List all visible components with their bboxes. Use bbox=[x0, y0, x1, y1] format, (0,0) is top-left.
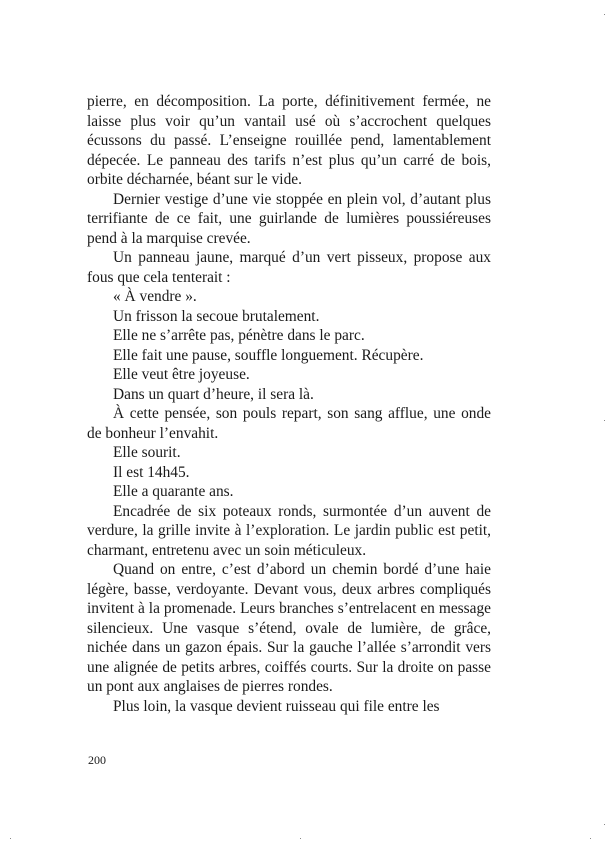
paragraph: Elle ne s’arrête pas, pénètre dans le parc. bbox=[113, 327, 365, 344]
paragraph: pierre, en décomposition. La porte, définitivement fermée, ne laisse plus voir qu’un vantail usé où s’accrochent quelques écussons du passé. L’enseigne rouillée pend, lamentablement dépecée. Le panneau des tarifs n’est plus qu’un carré de bois, orbite décharnée, béant sur le vide. bbox=[87, 93, 491, 188]
paragraph: Plus loin, la vasque devient ruisseau qui file entre les bbox=[113, 697, 440, 715]
paragraph: À cette pensée, son pouls repart, son sang afflue, une onde de bonheur l’envahit. bbox=[87, 405, 491, 442]
paragraph: Dernier vestige d’une vie stoppée en plein vol, d’autant plus terrifiante de ce fait, une guirlande de lumières poussiéreuses pend à la marquise crevée. bbox=[87, 190, 491, 247]
paragraph: Il est 14h45. bbox=[113, 463, 190, 481]
paragraph: Elle veut être joyeuse. bbox=[113, 366, 250, 383]
body-text bbox=[87, 92, 491, 716]
crop-mark bbox=[300, 838, 301, 839]
paragraph: « À vendre ». bbox=[113, 288, 197, 305]
crop-mark bbox=[590, 838, 591, 839]
crop-mark bbox=[604, 14, 605, 15]
crop-mark bbox=[10, 838, 11, 839]
paragraph: Elle a quarante ans. bbox=[113, 483, 234, 500]
paragraph: Un panneau jaune, marqué d’un vert pisseux, propose aux fous que cela tenterait : bbox=[87, 249, 491, 286]
paragraph: Elle fait une pause, souffle longuement. Récupère. bbox=[113, 346, 424, 364]
page-number: 200 bbox=[88, 753, 106, 767]
paragraph: Encadrée de six poteaux ronds, surmontée d’un auvent de verdure, la grille invite à l’exploration. Le jardin public est petit, charmant, entretenu avec un soin méticuleux. bbox=[87, 502, 491, 559]
paragraph: Quand on entre, c’est d’abord un chemin bordé d’une haie légère, basse, verdoyante. Devant vous, deux arbres compliqués invitent à la promenade. Leurs branches s’entrelacent en message silencieux. Une vasque s’étend, ovale de lumière, de grâce, nichée dans un gazon épais. Sur la gauche l’allée s’arrondit vers une alignée de petits arbres, coiffés courts. Sur la droite on passe un pont aux anglaises de pierres rondes. bbox=[87, 561, 491, 695]
paragraph: Elle sourit. bbox=[113, 444, 181, 461]
crop-mark bbox=[604, 420, 605, 421]
paragraph: Un frisson la secoue brutalement. bbox=[113, 307, 320, 325]
paragraph: Dans un quart d’heure, il sera là. bbox=[113, 385, 314, 403]
crop-mark bbox=[604, 824, 605, 825]
